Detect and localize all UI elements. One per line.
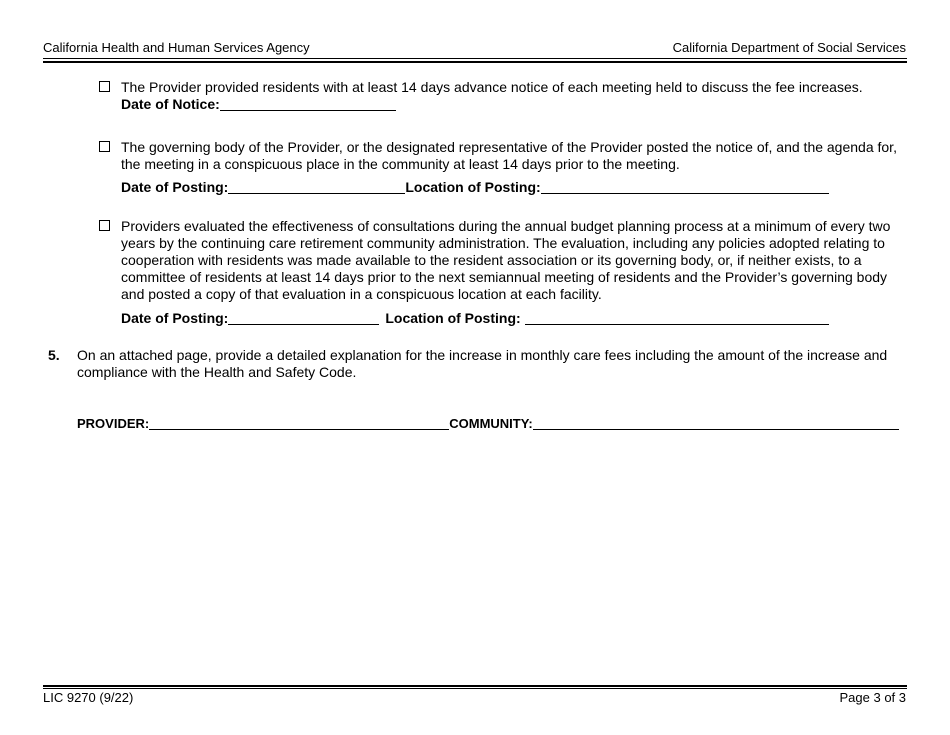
date-of-posting-input[interactable] bbox=[228, 179, 405, 194]
agency-name: California Health and Human Services Agency bbox=[43, 40, 310, 55]
location-of-posting-label: Location of Posting: bbox=[405, 179, 541, 195]
department-name: California Department of Social Services bbox=[672, 40, 906, 55]
notice-checkbox[interactable] bbox=[99, 81, 110, 92]
posting-statement: The governing body of the Provider, or the designated representative of the Provider posted the notice of, and the agenda for, the meeting in a conspicuous place in the community at least 14 days prior to the meeting. bbox=[121, 139, 897, 172]
date-of-notice-label: Date of Notice: bbox=[121, 96, 220, 112]
item-5-text: On an attached page, provide a detailed explanation for the increase in monthly care fees including the amount of the increase and compliance with the Health and Safety Code. bbox=[77, 347, 888, 380]
header-rule-top bbox=[43, 58, 907, 59]
evaluation-statement: Providers evaluated the effectiveness of consultations during the annual budget planning process at a minimum of every two years by the continuing care retirement community administration. The evaluation, including any policies adopted relating to cooperation with residents was made available to the resident association or its governing body, or, if neither exists, to a committee of residents at least 14 days prior to the next semiannual meeting of residents and the Provider’s governing body and posted a copy of that evaluation in a conspicuous location at each facility. bbox=[121, 218, 891, 302]
evaluation-posting-fields bbox=[121, 310, 829, 326]
provider-input[interactable] bbox=[149, 416, 449, 430]
notice-statement: The Provider provided residents with at least 14 days advance notice of each meeting held to discuss the fee increases. bbox=[121, 79, 863, 95]
evaluation-checkbox[interactable] bbox=[99, 220, 110, 231]
evaluation-location-of-posting-input[interactable] bbox=[525, 310, 829, 325]
footer-rule-top bbox=[43, 685, 907, 687]
evaluation-location-of-posting-label: Location of Posting: bbox=[385, 310, 521, 326]
provider-label: PROVIDER: bbox=[77, 416, 150, 431]
location-of-posting-input[interactable] bbox=[541, 179, 829, 194]
date-of-notice-input[interactable] bbox=[220, 96, 396, 111]
community-label: COMMUNITY: bbox=[449, 416, 533, 431]
form-id: LIC 9270 (9/22) bbox=[43, 690, 134, 705]
date-of-posting-label: Date of Posting: bbox=[121, 179, 229, 195]
date-of-notice-field bbox=[121, 96, 396, 112]
evaluation-date-of-posting-input[interactable] bbox=[228, 310, 379, 325]
item-5-number: 5. bbox=[48, 347, 60, 363]
evaluation-date-of-posting-label: Date of Posting: bbox=[121, 310, 229, 326]
posting-fields bbox=[121, 179, 829, 195]
community-input[interactable] bbox=[533, 416, 899, 430]
header-rule-bottom bbox=[43, 61, 907, 63]
page-number: Page 3 of 3 bbox=[839, 690, 906, 705]
posting-checkbox[interactable] bbox=[99, 141, 110, 152]
footer-rule-bottom bbox=[43, 688, 907, 689]
signature-fields bbox=[77, 416, 899, 431]
